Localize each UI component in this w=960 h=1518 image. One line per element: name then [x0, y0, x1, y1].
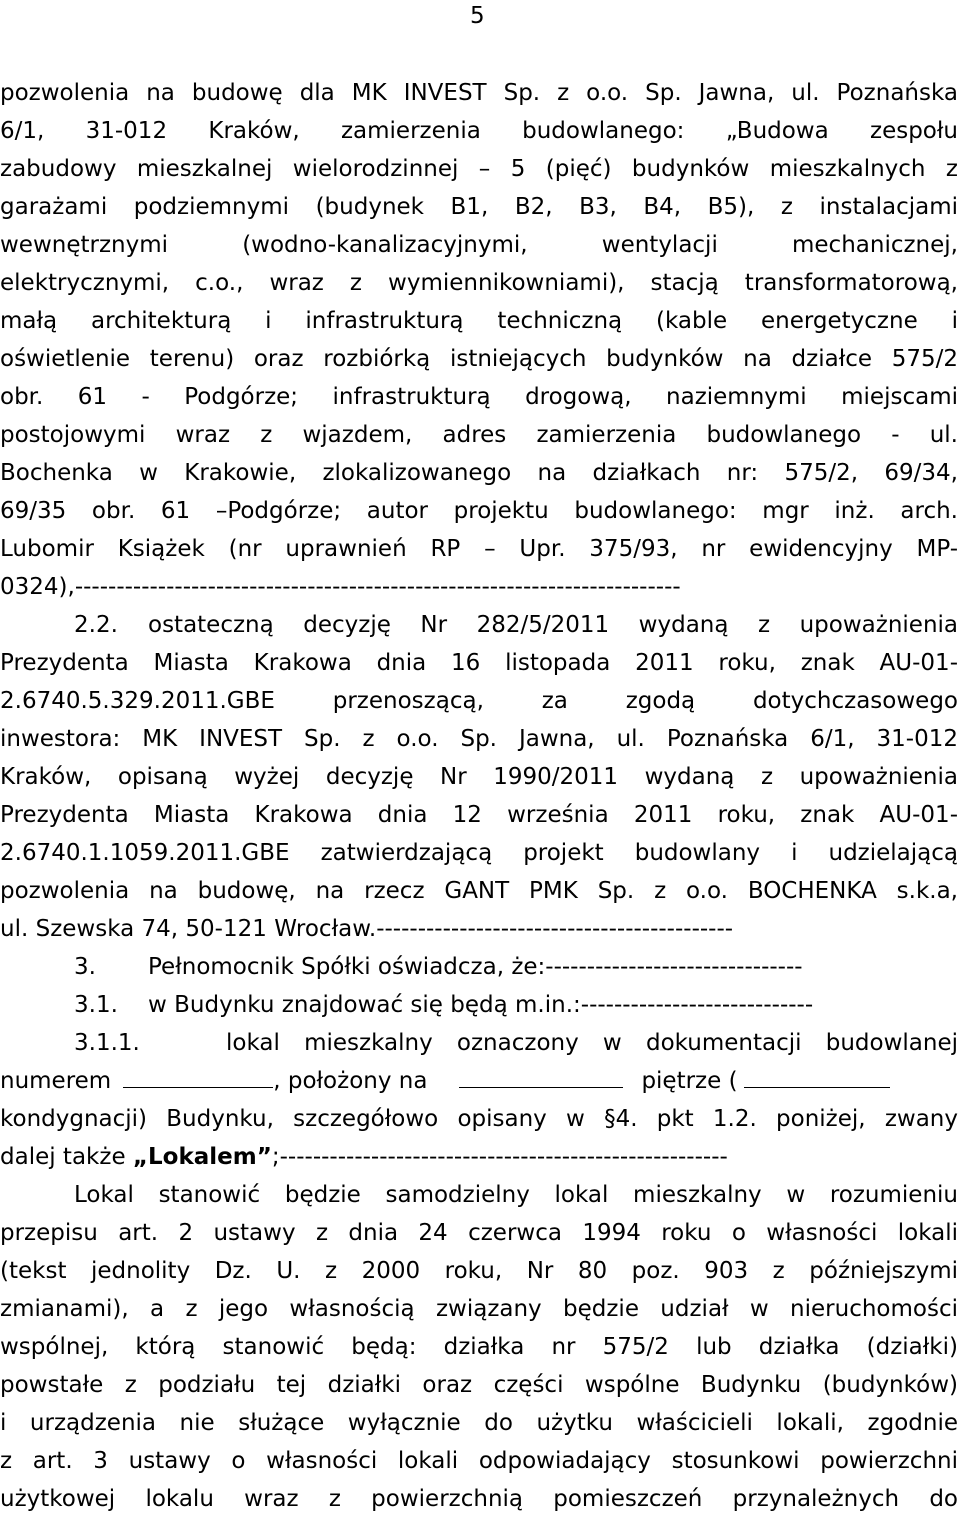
- text-line: (tekst jednolity Dz. U. z 2000 roku, Nr 80 poz. 903 z późniejszymi: [0, 1258, 958, 1284]
- text-line: ostateczną decyzję Nr 282/5/2011 wydaną z upoważnienia: [148, 612, 958, 638]
- section-number: 3.1.1.: [74, 1030, 140, 1056]
- text-line: Prezydenta Miasta Krakowa dnia 12 września 2011 roku, znak AU-01-: [0, 802, 958, 828]
- text-line: obr. 61 - Podgórze; infrastrukturą drogową, naziemnymi miejscami: [0, 384, 958, 410]
- defined-term: „Lokalem”: [132, 1144, 272, 1170]
- blank-field: [123, 1063, 273, 1088]
- text-line: i urządzenia nie służące wyłącznie do użytku właścicieli lokali, zgodnie: [0, 1410, 958, 1436]
- page-number: 5: [470, 3, 485, 29]
- text-line: zabudowy mieszkalnej wielorodzinnej – 5 (pięć) budynków mieszkalnych z: [0, 156, 958, 182]
- text-segment: piętrze (: [641, 1068, 738, 1094]
- text-segment: , położony na: [273, 1068, 428, 1094]
- text-line: wewnętrznymi (wodno-kanalizacyjnymi, wentylacji mechanicznej,: [0, 232, 958, 258]
- text-line: [0, 1138, 958, 1176]
- text-line: przepisu art. 2 ustawy z dnia 24 czerwca 1994 roku o własności lokali: [0, 1220, 958, 1246]
- text-line: 6/1, 31-012 Kraków, zamierzenia budowlanego: „Budowa zespołu: [0, 118, 958, 144]
- blank-field: [744, 1063, 890, 1088]
- text-line: zmianami), a z jego własnością związany będzie udział w nieruchomości: [0, 1296, 958, 1322]
- text-line: małą architekturą i infrastrukturą techniczną (kable energetyczne i: [0, 308, 958, 334]
- text-line: Kraków, opisaną wyżej decyzję Nr 1990/2011 wydaną z upoważnienia: [0, 764, 958, 790]
- text-line: 0324),-------------------------------------------------------------------------: [0, 574, 681, 600]
- text-line: 69/35 obr. 61 –Podgórze; autor projektu budowlanego: mgr inż. arch.: [0, 498, 958, 524]
- text-line: oświetlenie terenu) oraz rozbiórką istniejących budynków na działce 575/2: [0, 346, 958, 372]
- text-line: ul. Szewska 74, 50-121 Wrocław.-------------------------------------------: [0, 916, 734, 942]
- text-line: Prezydenta Miasta Krakowa dnia 16 listopada 2011 roku, znak AU-01-: [0, 650, 958, 676]
- text-line: wspólnej, którą stanowić będą: działka nr 575/2 lub działka (działki): [0, 1334, 958, 1360]
- text-segment: dalej także: [0, 1144, 133, 1170]
- text-line: Lokal stanowić będzie samodzielny lokal mieszkalny w rozumieniu: [74, 1182, 958, 1208]
- text-line: w Budynku znajdować się będą m.in.:----------------------------: [148, 992, 814, 1018]
- text-line: Bochenka w Krakowie, zlokalizowanego na działkach nr: 575/2, 69/34,: [0, 460, 958, 486]
- section-number: 3.1.: [74, 992, 118, 1018]
- text-line: lokal mieszkalny oznaczony w dokumentacji budowlanej: [226, 1030, 958, 1056]
- text-line: inwestora: MK INVEST Sp. z o.o. Sp. Jawna, ul. Poznańska 6/1, 31-012: [0, 726, 958, 752]
- text-line: 2.6740.5.329.2011.GBE przenoszącą, za zgodą dotychczasowego: [0, 688, 958, 714]
- blank-field: [459, 1063, 623, 1088]
- text-line: Lubomir Książek (nr uprawnień RP – Upr. 375/93, nr ewidencyjny MP-: [0, 536, 958, 562]
- text-segment: numerem: [0, 1068, 112, 1094]
- text-line: z art. 3 ustawy o własności lokali odpowiadający stosunkowi powierzchni: [0, 1448, 958, 1474]
- section-number: 2.2.: [74, 612, 118, 638]
- text-line: 2.6740.1.1059.2011.GBE zatwierdzającą projekt budowlany i udzielającą: [0, 840, 958, 866]
- text-line: powstałe z podziału tej działki oraz części wspólne Budynku (budynków): [0, 1372, 958, 1398]
- text-line: [0, 1062, 958, 1100]
- text-line: pozwolenia na budowę, na rzecz GANT PMK Sp. z o.o. BOCHENKA s.k.a,: [0, 878, 958, 904]
- section-number: 3.: [74, 954, 96, 980]
- text-line: Pełnomocnik Spółki oświadcza, że:-------------------------------: [148, 954, 803, 980]
- text-line: kondygnacji) Budynku, szczegółowo opisany w §4. pkt 1.2. poniżej, zwany: [0, 1106, 958, 1132]
- text-line: elektrycznymi, c.o., wraz z wymiennikowniami), stacją transformatorową,: [0, 270, 958, 296]
- text-line: garażami podziemnymi (budynek B1, B2, B3, B4, B5), z instalacjami: [0, 194, 958, 220]
- text-segment: ;------------------------------------------------------: [271, 1144, 728, 1170]
- text-line: użytkowej lokalu wraz z powierzchnią pomieszczeń przynależnych do: [0, 1486, 958, 1512]
- text-line: pozwolenia na budowę dla MK INVEST Sp. z o.o. Sp. Jawna, ul. Poznańska: [0, 80, 958, 106]
- text-line: postojowymi wraz z wjazdem, adres zamierzenia budowlanego - ul.: [0, 422, 958, 448]
